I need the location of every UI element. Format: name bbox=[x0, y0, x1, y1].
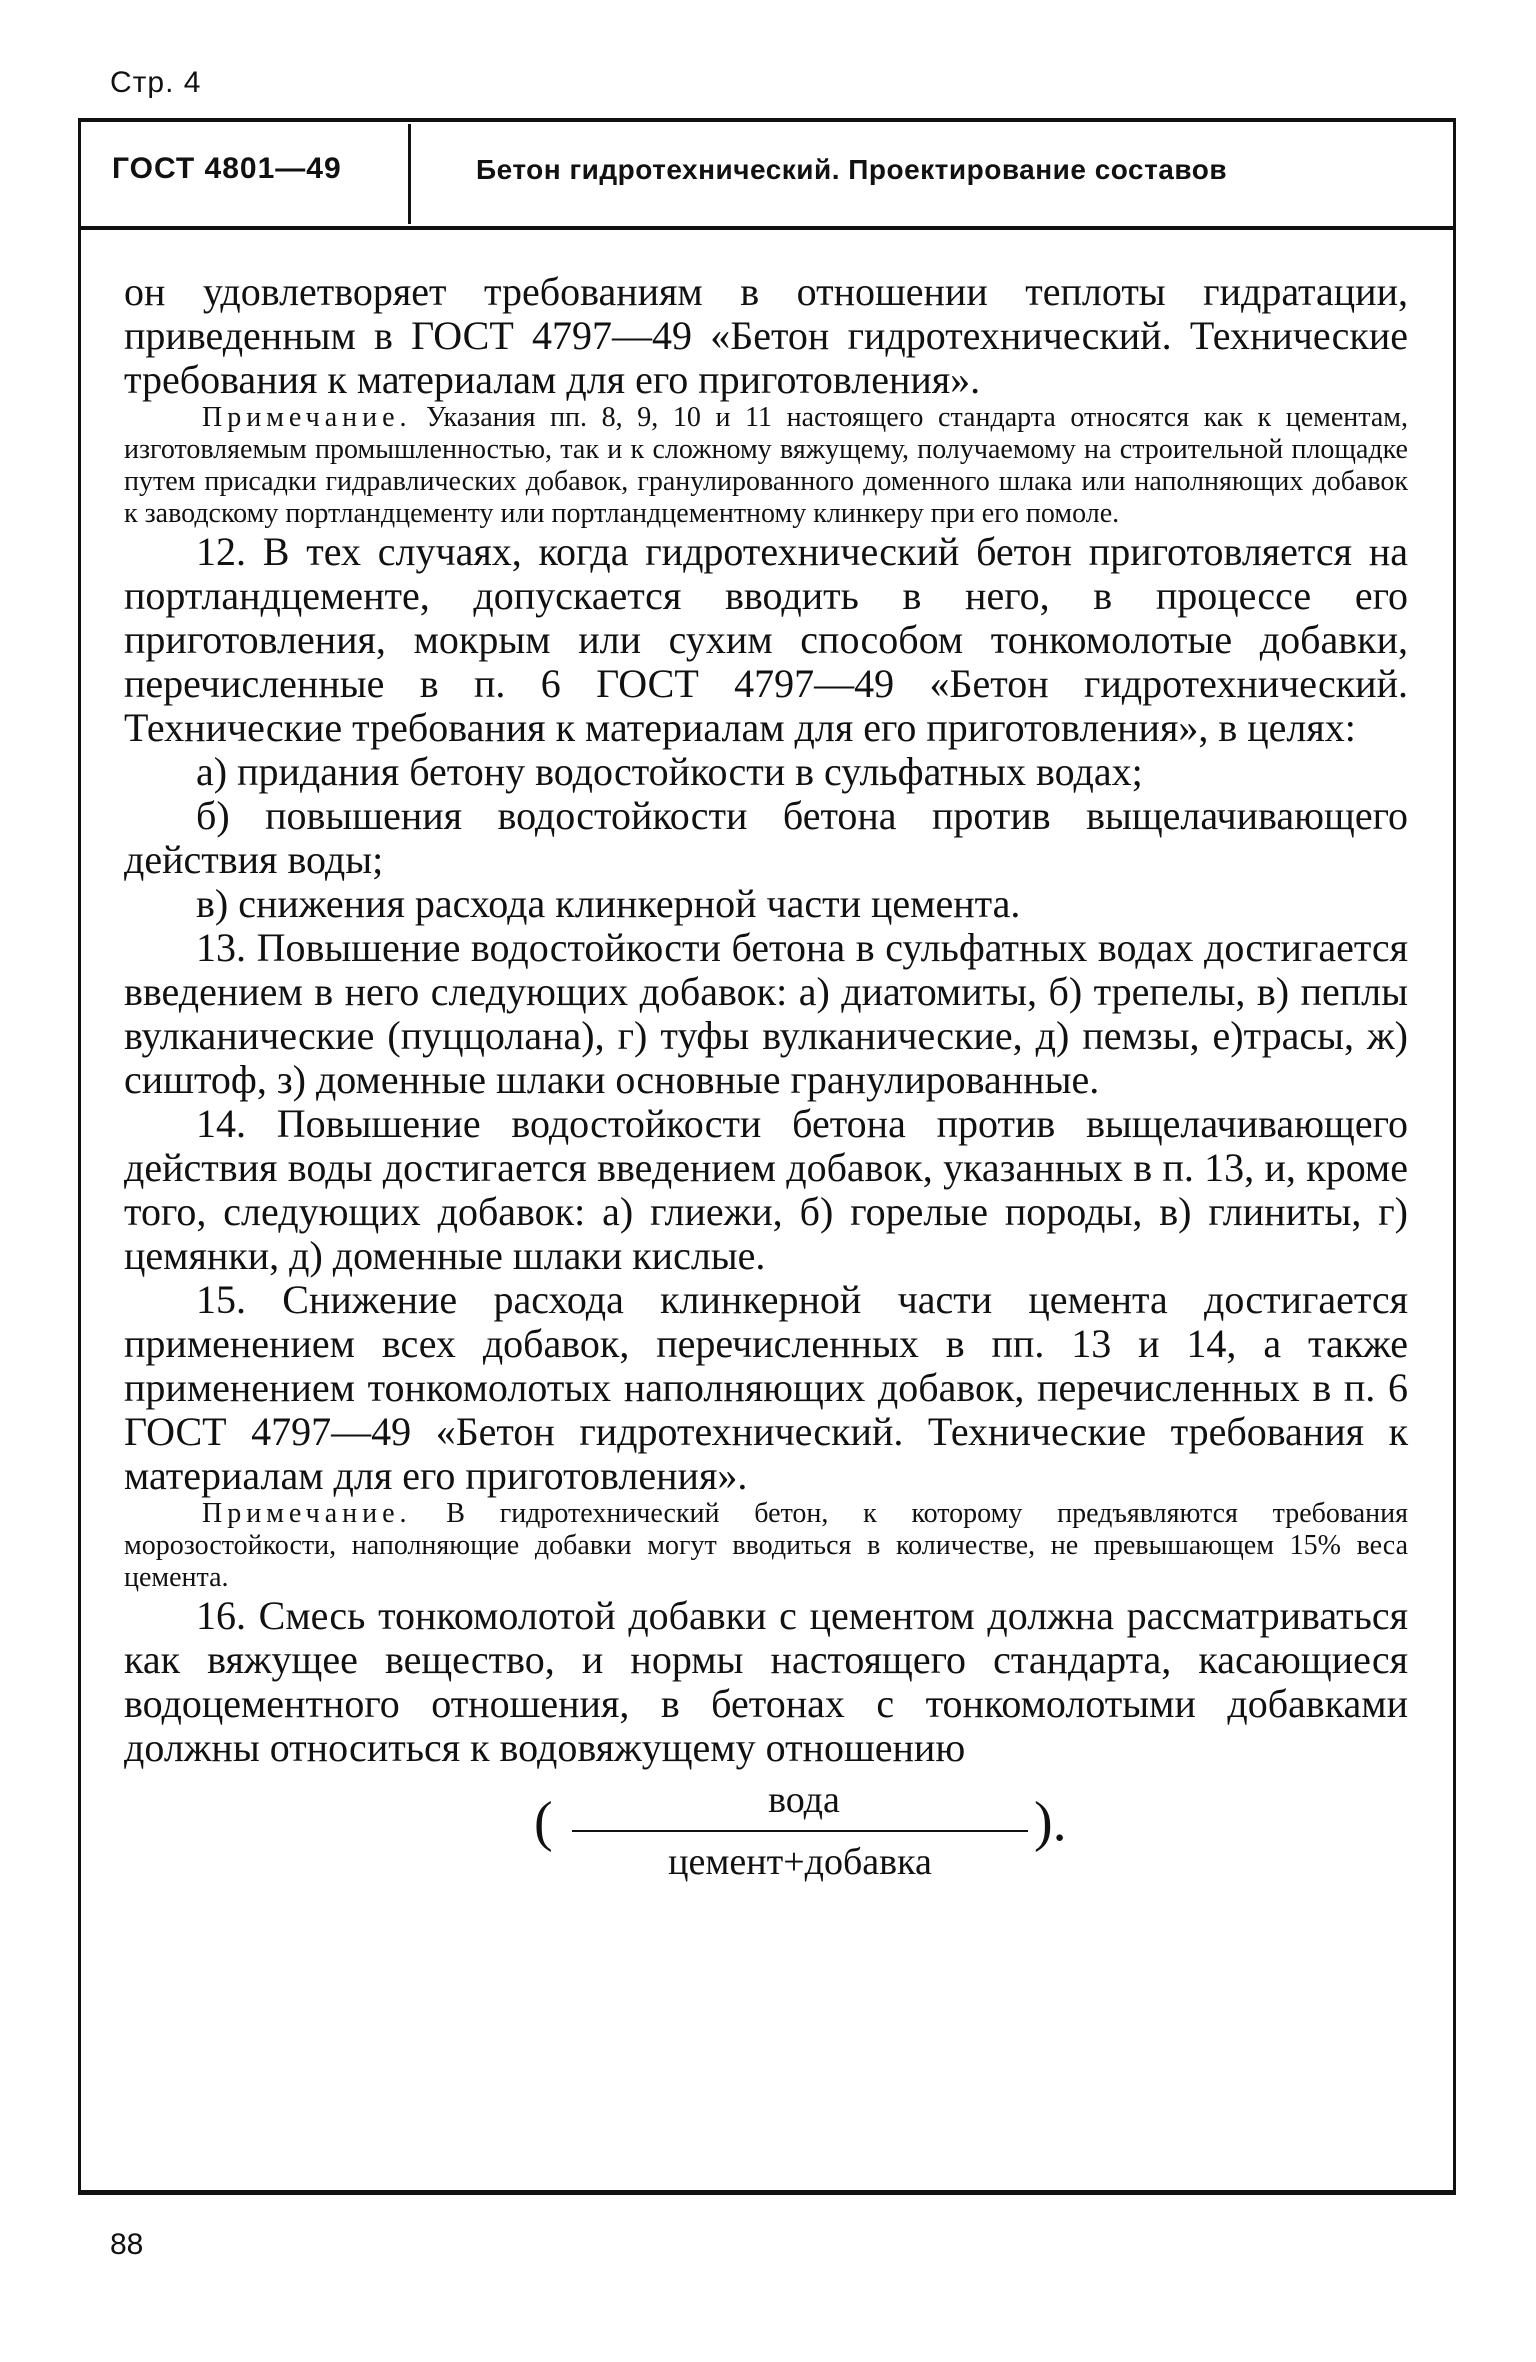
note-1-label: Примечание. bbox=[202, 402, 412, 433]
fraction-bar bbox=[572, 1830, 1028, 1832]
note-1 bbox=[124, 402, 1408, 530]
formula-denominator: цемент+добавка bbox=[668, 1841, 932, 1883]
paragraph-15: 15. Снижение расхода клинкерной части цемента достигается применением всех добавок, перечисленных в пп. 13 и 14, а также применением тонкомолотых наполняющих добавок, перечисленных в п. 6 ГОСТ 4797—49 «Бетон гидротехнический. Технические требования к материалам для его приготовления». bbox=[124, 1277, 1408, 1498]
formula-numerator: вода bbox=[768, 1779, 840, 1821]
note-2 bbox=[124, 1498, 1408, 1594]
paragraph-12-item-a: а) придания бетону водостойкости в сульфатных водах; bbox=[196, 749, 1143, 794]
header-rule bbox=[78, 226, 1456, 230]
paragraph-12: 12. В тех случаях, когда гидротехнический бетон приготовляется на портландцементе, допускается вводить в него, в процессе его приготовления, мокрым или сухим способом тонкомолотые добавки, перечисленные в п. 6 ГОСТ 4797—49 «Бетон гидротехнический. Технические требования к материалам для его приготовления», в целях: bbox=[124, 529, 1408, 750]
standard-number: ГОСТ 4801—49 bbox=[112, 152, 342, 185]
note-1-text: Указания пп. 8, 9, 10 и 11 настоящего стандарта относятся как к цементам, изготовляемым промышленностью, так и к сложному вяжущему, получаемому на строительной площадке путем присадки гидравлических добавок, гранулированного доменного шлака или наполняющих добавок к заводскому портландцементу или портландцементному клинкеру при его помоле. bbox=[124, 402, 1408, 529]
paragraph-12-item-b: б) повышения водостойкости бетона против выщелачивающего действия воды; bbox=[124, 793, 1408, 882]
frame-top-rule bbox=[78, 118, 1456, 122]
paragraph-13: 13. Повышение водостойкости бетона в сульфатных водах достигается введением в него следующих добавок: а) диатомиты, б) трепелы, в) пеплы вулканические (пуццолана), г) туфы вулканические, д) пемзы, е)трасы, ж) сиштоф, з) доменные шлаки основные гранулированные. bbox=[124, 925, 1408, 1102]
formula-fraction bbox=[534, 1778, 1074, 1888]
intro-paragraph: он удовлетворяет требованиям в отношении теплоты гидратации, приведенным в ГОСТ 4797—49 «Бетон гидротехнический. Технические требования к материалам для его приготовления». bbox=[124, 269, 1408, 402]
page-content bbox=[124, 270, 1408, 1898]
formula-close-paren: ). bbox=[1034, 1791, 1067, 1853]
frame-bottom-rule bbox=[78, 2190, 1456, 2195]
formula-open-paren: ( bbox=[534, 1791, 553, 1853]
paragraph-16-text: 16. Смесь тонкомолотой добавки с цементом должна рассматриваться как вяжущее вещество, и нормы настоящего стандарта, касающиеся водоцементного отношения, в бетонах с тонкомолотыми добавками должны относиться к водовяжущему отношению bbox=[124, 1593, 1408, 1770]
paragraph-14: 14. Повышение водостойкости бетона против выщелачивающего действия воды достигается введением добавок, указанных в п. 13, и, кроме того, следующих добавок: а) глиежи, б) горелые породы, в) глиниты, г) цемянки, д) доменные шлаки кислые. bbox=[124, 1101, 1408, 1278]
header-divider bbox=[408, 124, 411, 224]
note-2-label: Примечание. bbox=[202, 1498, 412, 1529]
page-number: 88 bbox=[110, 2228, 144, 2261]
formula-line bbox=[124, 1778, 1408, 1898]
paragraph-16 bbox=[124, 1594, 1408, 1770]
paragraph-12-item-c: в) снижения расхода клинкерной части цемента. bbox=[196, 881, 1021, 926]
document-title: Бетон гидротехнический. Проектирование составов bbox=[476, 154, 1228, 185]
page-label: Стр. 4 bbox=[110, 66, 202, 99]
note-2-text: В гидротехнический бетон, к которому предъявляются требования морозостойкости, наполняющие добавки могут вводиться в количестве, не превышающем 15% веса цемента. bbox=[124, 1498, 1408, 1593]
